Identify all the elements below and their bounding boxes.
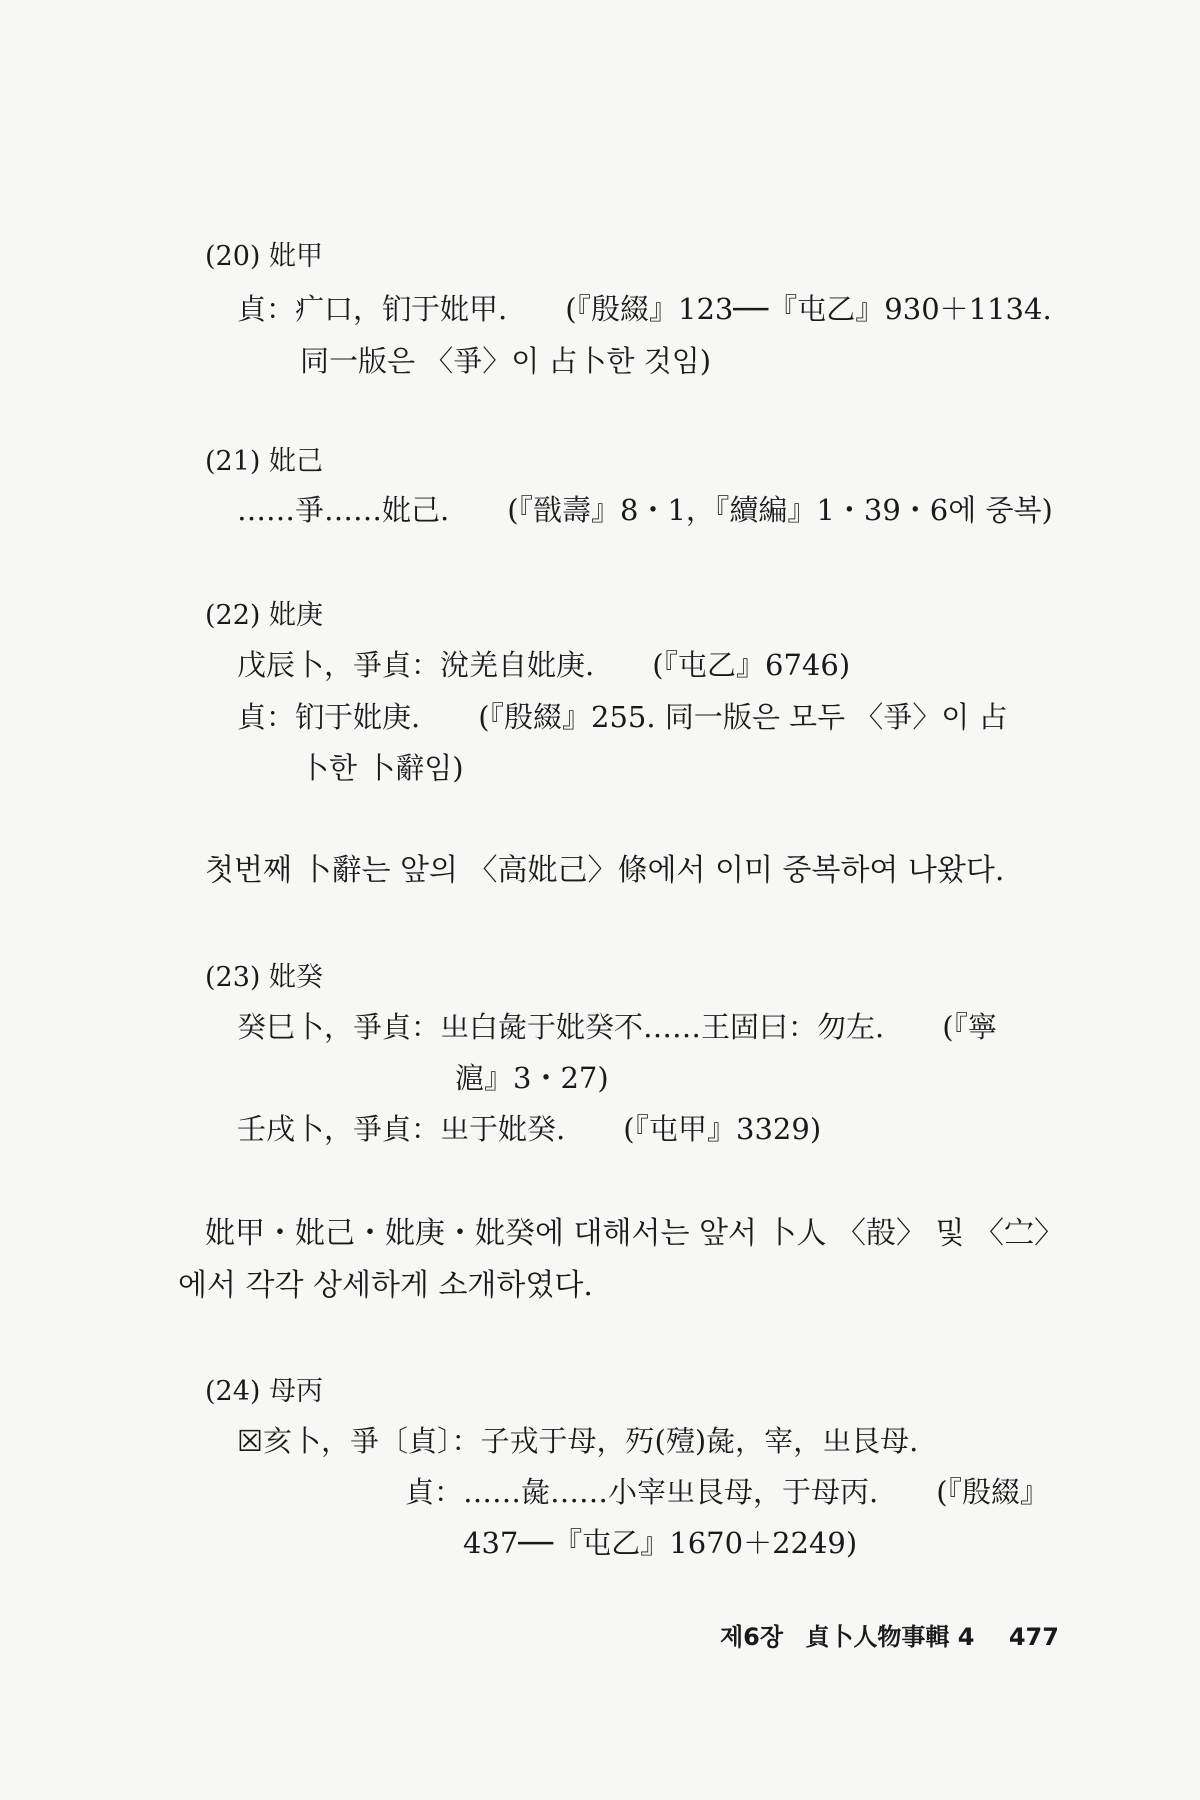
footer-title: 貞卜人物事輯 4 xyxy=(805,1623,975,1651)
entry-heading-20: (20) 妣甲 xyxy=(205,241,324,272)
entry-heading-22: (22) 妣庚 xyxy=(205,600,324,631)
body-paragraph-2-line-1: 妣甲・妣己・妣庚・妣癸에 대해서는 앞서 卜人 〈㱿〉 및 〈㝉〉 xyxy=(205,1216,1065,1251)
entry-24-line-3: 437──『屯乙』1670＋2249) xyxy=(463,1526,858,1560)
page-footer xyxy=(720,1617,1059,1652)
entry-21-line-1: ……爭……妣己. (『戩壽』8・1，『續編』1・39・6에 중복) xyxy=(237,493,1053,527)
entry-22-line-1: 戊辰卜，爭貞：涗羌自妣庚. (『屯乙』6746) xyxy=(237,648,851,682)
entry-23-line-1: 癸巳卜，爭貞：㞢白彘于妣癸不……王固曰：勿左. (『寧 xyxy=(237,1010,998,1044)
entry-24-line-2: 貞：……彘……小宰㞢艮母，于母丙. (『殷綴』 xyxy=(405,1475,1050,1509)
entry-22-line-2: 貞：钔于妣庚. (『殷綴』255. 同一版은 모두 〈爭〉이 占 xyxy=(237,700,1008,734)
footer-chapter: 제6장 xyxy=(720,1623,784,1651)
entry-20-line-1: 貞：疒口，钔于妣甲. (『殷綴』123──『屯乙』930＋1134. xyxy=(237,292,1052,326)
body-paragraph-2-line-2: 에서 각각 상세하게 소개하였다. xyxy=(178,1268,593,1303)
entry-23-line-3: 壬戌卜，爭貞：㞢于妣癸. (『屯甲』3329) xyxy=(237,1112,822,1146)
entry-20-line-2: 同一版은 〈爭〉이 占卜한 것임) xyxy=(300,344,712,378)
entry-heading-24: (24) 母丙 xyxy=(205,1376,324,1407)
page-number: 477 xyxy=(1008,1623,1059,1651)
body-paragraph-1: 첫번째 卜辭는 앞의 〈高妣己〉條에서 이미 중복하여 나왔다. xyxy=(205,853,1005,888)
entry-24-line-1: ☒亥卜，爭〔貞〕：子戎于母，㱙(殪)彘，宰，㞢艮母. xyxy=(237,1424,919,1458)
entry-heading-21: (21) 妣己 xyxy=(205,446,324,477)
entry-heading-23: (23) 妣癸 xyxy=(205,962,324,993)
entry-23-line-2: 滬』3・27) xyxy=(455,1061,609,1095)
entry-22-line-3: 卜한 卜辭임) xyxy=(300,751,464,785)
